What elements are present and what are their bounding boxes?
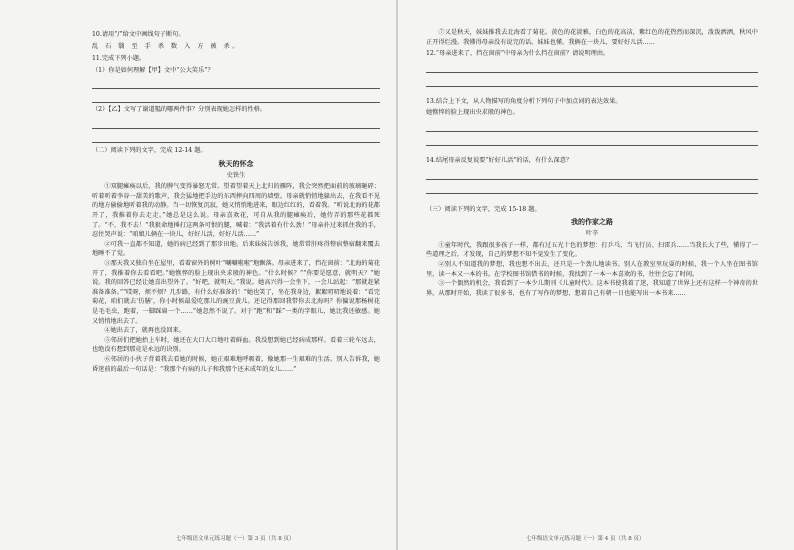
answer-line xyxy=(426,120,758,132)
answer-line xyxy=(426,75,758,87)
essay-paragraph: ⑤邻居们把她抬上车时，她还在大口大口地吐着鲜血。我没想到她已经病成那样。看着三轮车远去，也绝没有想到那竟是永远的诀别。 xyxy=(92,336,380,354)
page-footer: 七年级语文单元练习题（一）第 3 页（共 8 页） xyxy=(176,536,295,543)
right-page xyxy=(398,0,794,550)
essay-paragraph: ①童年时代，我跟很多孩子一样，都有过五光十色的梦想：打乒乓、当飞行员、扫雷兵……当我长大了些，懂得了一些道理之后，才发现，自己的梦想不知不觉发生了变化。 xyxy=(426,241,758,259)
essay-paragraph: ②别人不知道我的梦想，我也想不出去，还只是一个劲儿地读书。别人在教室里玩耍的时候，我一个人坐在图书馆里，读一本又一本的书。在学校图书馆借书的时候，我找到了一本一本喜欢的书，往往会忘了时间。 xyxy=(426,260,758,278)
page-footer: 七年级语文单元练习题（一）第 4 页（共 8 页） xyxy=(526,536,645,543)
question-10: 10.请用“/”给文中画线句子断句。 xyxy=(92,31,185,38)
answer-line xyxy=(426,134,758,146)
essay-title: 秋天的怀念 xyxy=(218,158,254,168)
answer-line xyxy=(426,182,758,194)
essay-paragraph: ③一个偶然的机会，我看到了一本少儿期刊《儿童时代》。这本书使我着了迷，我知道了世界上还有这样一个神奇的世界。从那时开始，我读了很多书，也有了写作的梦想，想着自己有朝一日也能写出一本书来…… xyxy=(426,280,758,297)
question-13: 13.结合上下文，从人物描写的角度分析下列句子中加点词的表达效果。 xyxy=(426,97,622,105)
question-12: 12.“母亲进来了，挡在窗前”中母亲为什么挡在窗前？请说明理由。 xyxy=(426,50,610,58)
question-14: 14.结尾母亲反复说要“好好儿活”的话，有什么深意？ xyxy=(426,157,573,165)
answer-line xyxy=(92,131,380,143)
question-11: 11.完成下列小题。 xyxy=(92,55,146,63)
essay-paragraph: ①双腿瘫痪以后，我的脾气变得暴怒无常。望着望着天上北归的雁阵，我会突然把面前的玻璃砸碎；听着听着李谷一甜美的歌声，我会猛地把手边的东西摔向四周的墙壁。母亲就悄悄地躲出去，在我看不见的地方偷偷地听着我的动静。当一切恢复沉寂，她又悄悄地进来，眼边红红的，看着我。“听说北海的花都开了，我推着你去走走。”她总是这么说。母亲喜欢花，可自从我的腿瘫痪后，她侍弄的那些花都死了。“不，我不去！”我狠命地捶打这两条可恨的腿，喊着：“我活着有什么劲！”母亲扑过来抓住我的手，忍住哭声说：“咱娘儿俩在一块儿，好好儿活，好好儿活……” xyxy=(92,183,380,239)
essay-paragraph: ④她出去了，就再也没回来。 xyxy=(104,327,185,335)
section-3-heading: （三）阅读下列的文字，完成 15-18 题。 xyxy=(426,205,541,213)
section-2-heading: （二）阅读下列的文字，完成 12-14 题。 xyxy=(92,147,207,155)
question-11-1: （1）你是如何理解【甲】文中“公大笑乐”？ xyxy=(92,66,214,74)
essay-paragraph: ③那天我又独自坐在屋里，看着窗外的树叶“唰唰啦啦”地飘落。母亲进来了，挡在窗前：“北海的菊花开了，我推着你去看看吧。”她憔悴的脸上现出央求般的神色。“什么时候？”“你要是愿意，就明天？”她说。我的回答已经让她喜出望外了。“好吧，就明天。”我说。她高兴得一会坐下，一会儿站起：“那就赶紧准备准备。”“哎呀，烦不烦？几步路，有什么好准备的！”她也笑了，坐在我身边，絮絮叨叨地说着：“看完菊花，咱们就去‘仿膳’，你小时候最爱吃那儿的豌豆黄儿。还记得那回我带你去北海吗？你偏说那杨树花是毛毛虫，跑着，一脚踩扁一个……”她忽然不说了。对于“跑”和“踩”一类的字眼儿，她比我还敏感。她又悄悄地出去了。 xyxy=(92,259,380,325)
question-11-2: （2）【乙】文写了谢道韫的哪两件事？分别表现她怎样的性格。 xyxy=(92,106,267,114)
answer-line xyxy=(92,77,380,89)
answer-line xyxy=(92,91,380,103)
left-page xyxy=(0,0,396,550)
essay-author: 叶辛 xyxy=(585,230,599,238)
question-13-sentence: 她憔悴的脸上现出央求般的神色。 xyxy=(426,109,519,117)
answer-line xyxy=(426,61,758,73)
essay-title: 我的作家之路 xyxy=(571,217,613,227)
question-10-sentence: 乱 石 翳 至 手 杀 数 入 方 被 杀。 xyxy=(92,42,241,50)
answer-line xyxy=(92,117,380,129)
essay-paragraph: ⑥邻居的小伙子背着我去看她的时候，她正艰难地呼吸着，像她那一生艰难的生活。别人告诉我，她昏迷前的最后一句话是：“我那个有病的儿子和我那个还未成年的女儿……” xyxy=(92,356,380,373)
essay-paragraph: ⑦又是秋天，妹妹推我去北海看了菊花。黄色的花淡雅，白色的花高洁，紫红色的花热烈而深沉，泼泼洒洒，秋风中正开得烂漫。我懂得母亲没有说完的话。妹妹也懂。我俩在一块儿，要好好儿活…… xyxy=(426,29,758,46)
essay-author: 史铁生 xyxy=(226,171,246,179)
essay-paragraph: ②可我一直都不知道，她的病已经到了那步田地。后来妹妹告诉我，她常常肝疼得整宿整宿翻来覆去地睡不了觉。 xyxy=(92,240,380,258)
answer-line xyxy=(426,168,758,180)
